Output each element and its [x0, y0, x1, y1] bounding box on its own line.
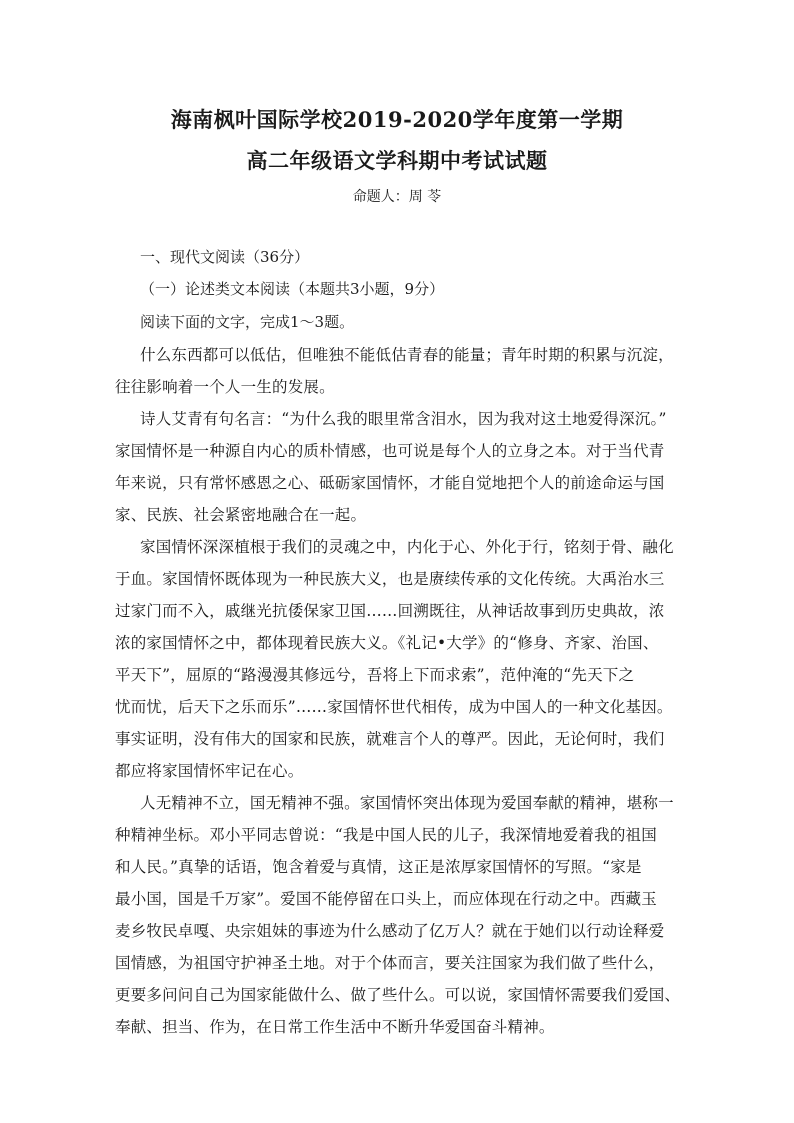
exam-author: 命题人：周 苓 — [352, 189, 442, 205]
passage-line: 于血。家国情怀既体现为一种民族大义，也是赓续传承的文化传统。大禹治水三 — [115, 570, 665, 588]
passage-line: 年来说，只有常怀感恩之心、砥砺家国情怀，才能自觉地把个人的前途命运与国 — [115, 474, 665, 492]
reading-instruction: 阅读下面的文字，完成1～3题。 — [140, 313, 355, 331]
passage-line: 人无精神不立，国无精神不强。家国情怀突出体现为爱国奉献的精神，堪称一 — [140, 794, 674, 812]
exam-title-line2: 高二年级语文学科期中考试试题 — [246, 148, 548, 173]
passage-line: 诗人艾青有句名言：“为什么我的眼里常含泪水，因为我对这土地爱得深沉。” — [140, 410, 667, 428]
subsection-heading-argumentative: （一）论述类文本阅读（本题共3小题，9分） — [140, 280, 445, 298]
passage-line: 平天下”，屈原的“路漫漫其修远兮，吾将上下而求索”，范仲淹的“先天下之 — [115, 666, 635, 684]
passage-line: 国情感，为祖国守护神圣土地。对于个体而言，要关注国家为我们做了些什么， — [115, 954, 665, 972]
passage-line: 家国情怀是一种源自内心的质朴情感，也可说是每个人的立身之本。对于当代青 — [115, 442, 665, 460]
passage-line: 更要多问问自己为国家能做什么、做了些什么。可以说，家国情怀需要我们爱国、 — [115, 986, 681, 1004]
passage-line: 过家门而不入，戚继光抗倭保家卫国……回溯既往，从神话故事到历史典故，浓 — [115, 602, 665, 620]
passage-line: 麦乡牧民卓嘎、央宗姐妹的事迹为什么感动了亿万人？就在于她们以行动诠释爱 — [115, 922, 665, 940]
passage-line: 往往影响着一个人一生的发展。 — [115, 378, 335, 396]
passage-line: 种精神坐标。邓小平同志曾说：“我是中国人民的儿子，我深情地爱着我的祖国 — [115, 826, 657, 844]
passage-line: 最小国，国是千万家”。爱国不能停留在口头上，而应体现在行动之中。西藏玉 — [115, 890, 657, 908]
passage-line: 家国情怀深深植根于我们的灵魂之中，内化于心、外化于行，铭刻于骨、融化 — [140, 538, 674, 556]
passage-line: 忧而忧，后天下之乐而乐”……家国情怀世代相传，成为中国人的一种文化基因。 — [115, 698, 673, 716]
passage-line: 家、民族、社会紧密地融合在一起。 — [115, 506, 367, 524]
passage-line: 什么东西都可以低估，但唯独不能低估青春的能量；青年时期的积累与沉淀， — [140, 346, 674, 364]
passage-line: 奉献、担当、作为，在日常工作生活中不断升华爱国奋斗精神。 — [115, 1018, 555, 1036]
passage-line: 事实证明，没有伟大的国家和民族，就难言个人的尊严。因此，无论何时，我们 — [115, 730, 665, 748]
passage-line: 和人民。”真挚的话语，饱含着爱与真情，这正是浓厚家国情怀的写照。“家是 — [115, 858, 642, 876]
passage-line: 都应将家国情怀牢记在心。 — [115, 762, 304, 780]
exam-title-line1: 海南枫叶国际学校2019-2020学年度第一学期 — [170, 107, 624, 132]
passage-line: 浓的家国情怀之中，都体现着民族大义。《礼记•大学》的“修身、齐家、治国、 — [115, 634, 659, 652]
section-heading-modern-reading: 一、现代文阅读（36分） — [140, 248, 310, 266]
